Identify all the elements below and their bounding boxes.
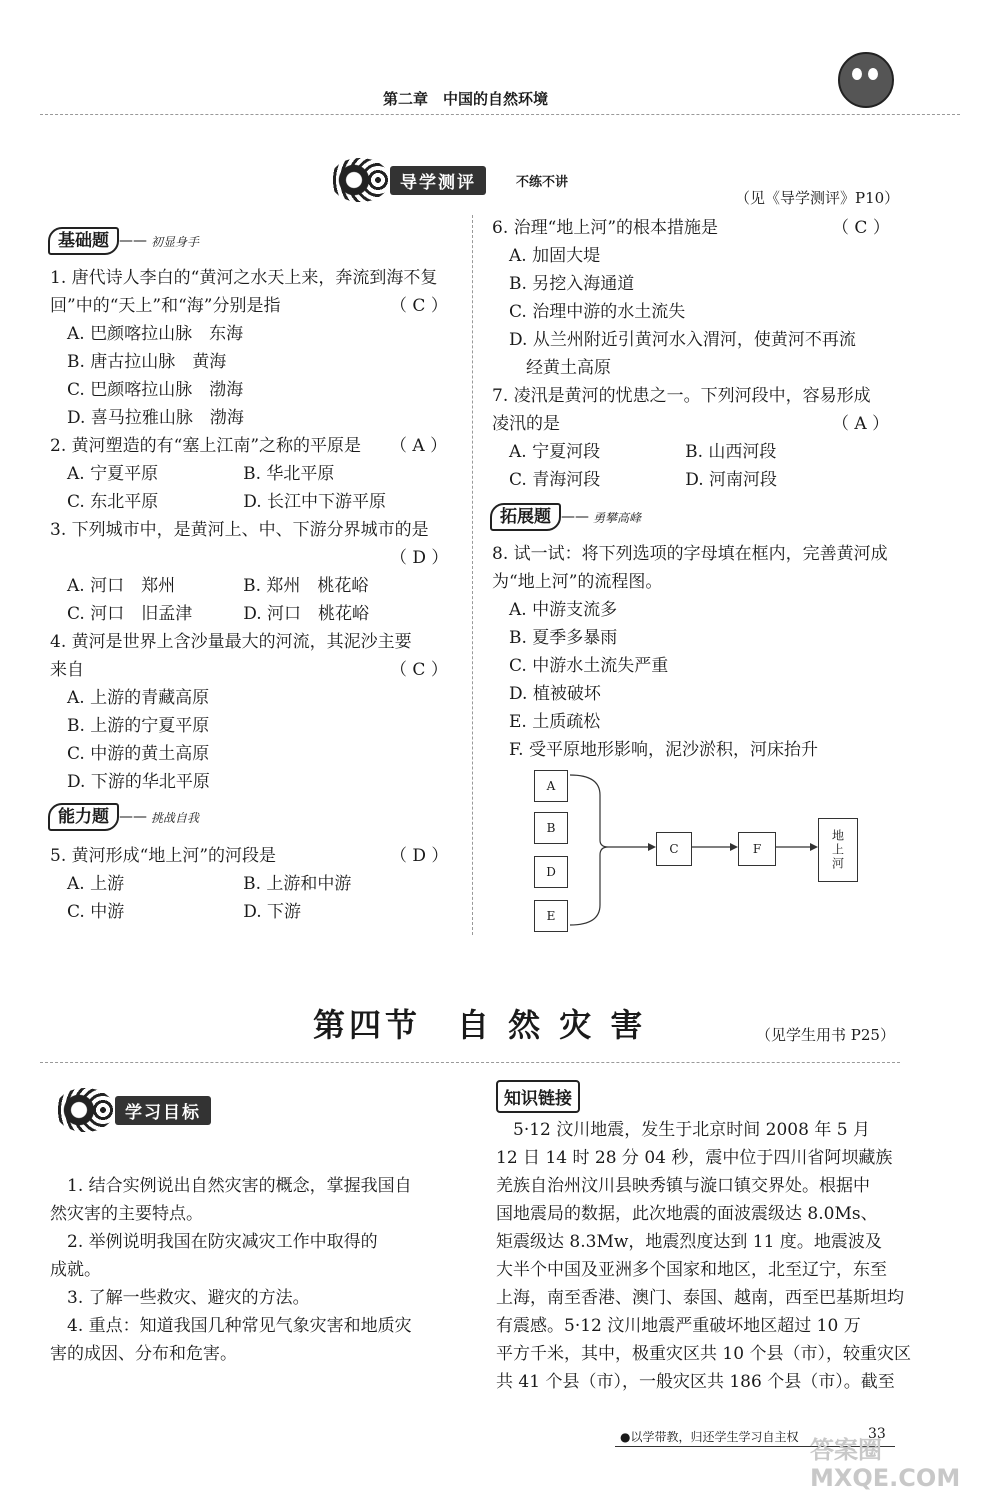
question-text: A. 河口 郑州 B. 郑州 桃花峪 [50, 576, 369, 596]
question-line [50, 432, 361, 460]
question-line [492, 624, 617, 652]
section-extend-label: 拓展题 [490, 503, 561, 531]
question-line [492, 736, 818, 764]
question-text: B. 另挖入海通道 [492, 274, 635, 294]
section4-title: 第四节 自 然 灾 害 [313, 1006, 647, 1044]
text-line: 3. 了解一些救灾、避灾的方法。 [50, 1288, 310, 1308]
question-line [492, 354, 611, 382]
question-line [492, 410, 560, 438]
question-line [50, 768, 210, 796]
question-line [50, 656, 84, 684]
text-line: 有震感。5·12 汶川地震严重破坏地区超过 10 万 [496, 1316, 861, 1336]
question-line [50, 572, 368, 600]
question-line [50, 600, 369, 628]
page-number: 33 [868, 1426, 886, 1442]
question-text: A. 上游 B. 上游和中游 [50, 874, 352, 894]
section-basic-sub: 初显身手 [151, 234, 200, 249]
flow-box-c: C [656, 832, 692, 866]
question-line [50, 292, 280, 320]
question-line [492, 596, 617, 624]
question-line [492, 298, 685, 326]
question-text: C. 中游水土流失严重 [492, 656, 669, 676]
question-text: 4. 黄河是世界上含沙量最大的河流，其泥沙主要 [50, 632, 412, 652]
section-extend: 拓展题 —— 勇攀高峰 [490, 502, 641, 532]
answer-choice: （ C ） [390, 660, 448, 680]
question-line [492, 438, 776, 466]
question-line [50, 404, 244, 432]
flow-box-end [818, 818, 858, 882]
text-line: 矩震级达 8.3Mw，地震烈度达到 11 度。地震波及 [496, 1232, 882, 1252]
question-text: 1. 唐代诗人李白的“黄河之水天上来，奔流到海不复 [50, 268, 438, 288]
answer-choice: （ A ） [832, 414, 890, 434]
question-text: C. 东北平原 D. 长江中下游平原 [50, 492, 387, 512]
question-text: C. 治理中游的水土流失 [492, 302, 686, 322]
section-ability-label: 能力题 [48, 803, 119, 831]
header-divider [40, 114, 960, 115]
question-text: C. 河口 旧孟津 D. 河口 桃花峪 [50, 604, 370, 624]
question-line [50, 842, 276, 870]
footer-slogan: ●以学带教，归还学生学习自主权 [620, 1430, 799, 1444]
question-line [50, 348, 226, 376]
text-line: 12 日 14 时 28 分 04 秒，震中位于四川省阿坝藏族 [496, 1148, 893, 1168]
question-text: 来自 [50, 660, 84, 680]
question-text: 6. 治理“地上河”的根本措施是 [492, 218, 719, 238]
answer-choice: （ C ） [390, 296, 448, 316]
question-line [492, 540, 888, 568]
flame-icon [330, 158, 390, 202]
question-text: D. 喜马拉雅山脉 渤海 [50, 408, 244, 428]
section-ability: 能力题 —— 挑战自我 [48, 802, 199, 832]
flow-box-a: A [534, 770, 568, 802]
question-line [50, 740, 209, 768]
question-line [50, 320, 243, 348]
answer-choice: （ D ） [390, 548, 449, 568]
question-line [492, 466, 777, 494]
text-line: 1. 结合实例说出自然灾害的概念，掌握我国自 [50, 1176, 412, 1196]
question-text: B. 夏季多暴雨 [492, 628, 618, 648]
flow-box-e: E [534, 900, 568, 932]
question-text: A. 巴颜喀拉山脉 东海 [50, 324, 244, 344]
text-line: 国地震局的数据，此次地震的面波震级达 8.0Ms、 [496, 1204, 878, 1224]
question-line [50, 628, 412, 656]
section-basic: 基础题 —— 初显身手 [48, 226, 199, 256]
banner-daoxue [330, 158, 568, 202]
question-text: D. 下游的华北平原 [50, 772, 210, 792]
section-ability-sub: 挑战自我 [151, 810, 200, 825]
question-line [50, 264, 437, 292]
watermark: 答案圈 MXQE.COM [810, 1436, 961, 1492]
question-text: 2. 黄河塑造的有“塞上江南”之称的平原是 [50, 436, 362, 456]
goals-title: 学习目标 [115, 1096, 211, 1125]
section-basic-label: 基础题 [48, 227, 119, 255]
question-text: 8. 试一试：将下列选项的字母填在框内，完善黄河成 [492, 544, 888, 564]
question-line [492, 382, 871, 410]
question-line [50, 460, 334, 488]
flow-end-label: 地上河 [830, 829, 845, 871]
question-line [492, 270, 634, 298]
question-text: C. 中游的黄土高原 [50, 744, 210, 764]
answer-choice: （ C ） [832, 218, 890, 238]
section4-ref: （见学生用书 P25） [756, 1026, 895, 1044]
question-line [492, 242, 600, 270]
text-line: 共 41 个县（市），一般灾区共 186 个县（市）。截至 [496, 1372, 895, 1392]
question-text: E. 土质疏松 [492, 712, 601, 732]
question-text: D. 植被破坏 [492, 684, 601, 704]
question-text: 回”中的“天上”和“海”分别是指 [50, 296, 281, 316]
question-text: A. 中游支流多 [492, 600, 618, 620]
question-line [50, 898, 301, 926]
column-divider [472, 215, 473, 935]
banner-ref: （见《导学测评》P10） [735, 189, 900, 207]
mascot-icon [838, 52, 894, 108]
question-text: B. 唐古拉山脉 黄海 [50, 352, 227, 372]
question-text: 7. 凌汛是黄河的忧患之一。下列河段中，容易形成 [492, 386, 871, 406]
section-extend-sub: 勇攀高峰 [593, 510, 642, 525]
question-line [50, 684, 209, 712]
text-line: 平方千米，其中，极重灾区共 10 个县（市），较重灾区 [496, 1344, 911, 1364]
section4-divider [40, 1062, 900, 1063]
chapter-header: 第二章 中国的自然环境 [383, 90, 549, 108]
question-text: 3. 下列城市中，是黄河上、中、下游分界城市的是 [50, 520, 429, 540]
text-line: 然灾害的主要特点。 [50, 1204, 203, 1224]
knowledge-title: 知识链接 [496, 1080, 580, 1113]
question-text: 5. 黄河形成“地上河”的河段是 [50, 846, 277, 866]
flow-box-b: B [534, 812, 568, 844]
question-text: B. 上游的宁夏平原 [50, 716, 210, 736]
banner-goals [55, 1088, 211, 1132]
question-text: A. 上游的青藏高原 [50, 688, 210, 708]
banner-sub: 不练不讲 [516, 174, 569, 190]
flow-box-f: F [738, 832, 776, 866]
text-line: 大半个中国及亚洲多个国家和地区，北至辽宁，东至 [496, 1260, 887, 1280]
text-line: 5·12 汶川地震，发生于北京时间 2008 年 5 月 [496, 1120, 870, 1140]
answer-choice: （ A ） [390, 436, 448, 456]
text-line: 2. 举例说明我国在防灾减灾工作中取得的 [50, 1232, 378, 1252]
answer-choice: （ D ） [390, 846, 449, 866]
question-text: D. 从兰州附近引黄河水入渭河，使黄河不再流 [492, 330, 856, 350]
question-text: 经黄土高原 [492, 358, 611, 378]
question-text: 凌汛的是 [492, 414, 560, 434]
question-line [492, 652, 668, 680]
question-text: A. 宁夏平原 B. 华北平原 [50, 464, 335, 484]
question-line [50, 870, 351, 898]
text-line: 4. 重点：知道我国几种常见气象灾害和地质灾 [50, 1316, 412, 1336]
question-text: A. 加固大堤 [492, 246, 601, 266]
question-line [492, 326, 856, 354]
question-text: A. 宁夏河段 B. 山西河段 [492, 442, 777, 462]
question-text: C. 巴颜喀拉山脉 渤海 [50, 380, 244, 400]
question-text: C. 中游 D. 下游 [50, 902, 302, 922]
question-line [492, 568, 662, 596]
question-line [492, 214, 718, 242]
text-line: 上海，南至香港、澳门、泰国、越南，西至巴基斯坦均 [496, 1288, 904, 1308]
question-line [492, 680, 601, 708]
question-text: C. 青海河段 D. 河南河段 [492, 470, 778, 490]
question-line [50, 712, 209, 740]
text-line: 成就。 [50, 1260, 101, 1280]
question-line [50, 488, 386, 516]
text-line: 害的成因、分布和危害。 [50, 1344, 237, 1364]
question-text: 为“地上河”的流程图。 [492, 572, 663, 592]
banner-title: 导学测评 [390, 166, 486, 195]
flow-box-d: D [534, 856, 568, 888]
question-line [50, 376, 243, 404]
question-text: F. 受平原地形影响，泥沙淤积，河床抬升 [492, 740, 818, 760]
text-line: 羌族自治州汶川县映秀镇与漩口镇交界处。根据中 [496, 1176, 870, 1196]
question-line [492, 708, 600, 736]
question-line [50, 516, 429, 544]
flame-icon-2 [55, 1088, 115, 1132]
